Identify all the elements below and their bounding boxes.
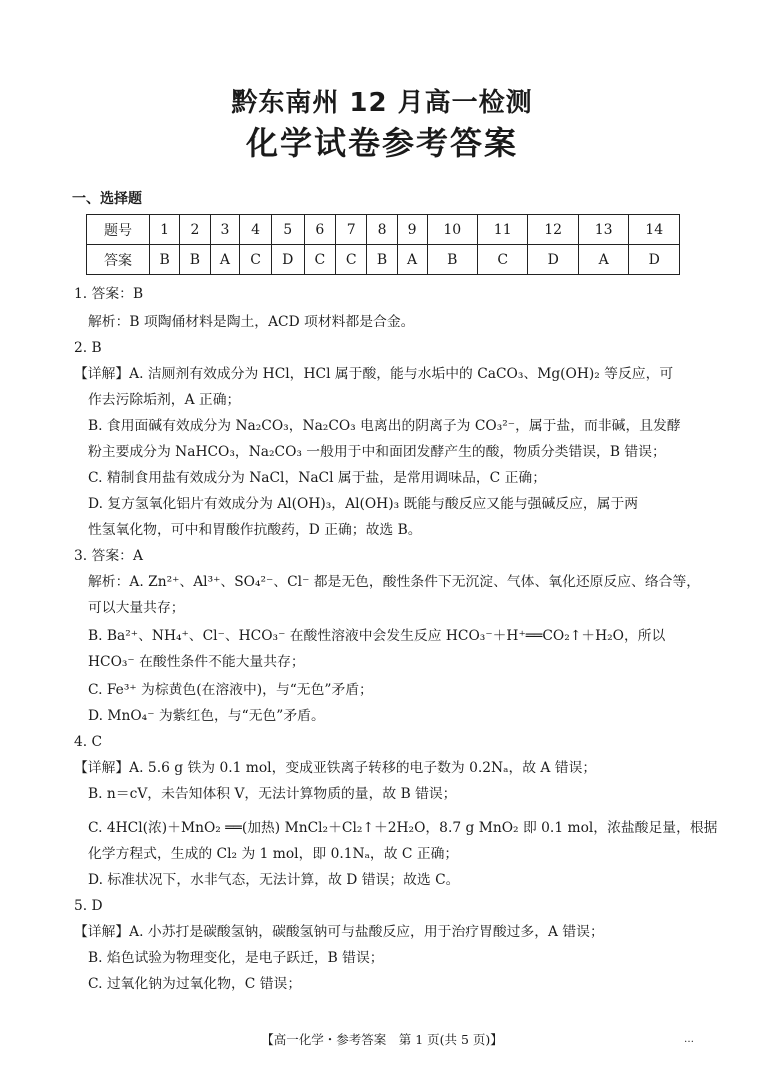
line-9: D. 复方氢氧化铝片有效成分为 Al(OH)₃，Al(OH)₃ 既能与酸反应又能与强碱反应，属于两: [88, 496, 639, 512]
question-number-cell: 12: [528, 215, 578, 245]
line-27: C. 过氧化钠为过氧化物，C 错误；: [88, 976, 302, 992]
question-number-cell: 4: [240, 215, 271, 245]
answer-cell: A: [397, 245, 427, 275]
answer-table: [86, 214, 680, 275]
question-number-cell: 5: [271, 215, 304, 245]
row-label: 题号: [87, 215, 150, 245]
line-20: B. n＝cV，未告知体积 V，无法计算物质的量，故 B 错误；: [88, 786, 457, 802]
row-label: 答案: [87, 245, 150, 275]
answer-cell: B: [150, 245, 180, 275]
line-2: 解析：B 项陶俑材料是陶土，ACD 项材料都是合金。: [88, 314, 415, 330]
answer-cell: C: [240, 245, 271, 275]
line-16: C. Fe³⁺ 为棕黄色(在溶液中)，与“无色”矛盾；: [88, 682, 373, 698]
line-4: 【详解】A. 洁厕剂有效成分为 HCl，HCl 属于酸，能与水垢中的 CaCO₃、Mg(OH)₂ 等反应，可: [74, 366, 674, 382]
question-number-cell: 6: [304, 215, 335, 245]
answer-cell: A: [210, 245, 240, 275]
line-15: HCO₃⁻ 在酸性条件不能大量共存；: [88, 654, 305, 670]
line-11: 3. 答案：A: [74, 548, 143, 564]
line-24: 5. D: [74, 898, 103, 914]
line-3: 2. B: [74, 340, 102, 356]
line-22: 化学方程式，生成的 Cl₂ 为 1 mol，即 0.1Nₐ，故 C 正确；: [88, 846, 459, 862]
answer-cell: D: [629, 245, 680, 275]
line-17: D. MnO₄⁻ 为紫红色，与“无色”矛盾。: [88, 708, 325, 724]
answer-cell: B: [367, 245, 397, 275]
line-7: 粉主要成分为 NaHCO₃，Na₂CO₃ 一般用于中和面团发酵产生的酸，物质分类错误，B 错误；: [88, 444, 666, 460]
answer-cell: A: [578, 245, 628, 275]
line-10: 性氢氧化物，可中和胃酸作抗酸药，D 正确；故选 B。: [88, 522, 422, 538]
question-number-cell: 14: [629, 215, 680, 245]
answer-row: [87, 245, 680, 275]
line-19: 【详解】A. 5.6 g 铁为 0.1 mol，变成亚铁离子转移的电子数为 0.2Nₐ，故 A 错误；: [74, 760, 597, 776]
answer-cell: C: [304, 245, 335, 275]
exam-title: 黔东南州 12 月高一检测: [231, 88, 533, 118]
question-number-cell: 9: [397, 215, 427, 245]
answer-key-title: 化学试卷参考答案: [245, 124, 518, 162]
answer-cell: D: [528, 245, 578, 275]
question-number-row: [87, 215, 680, 245]
section-heading: 一、选择题: [72, 191, 142, 207]
line-13: 可以大量共存；: [88, 600, 185, 616]
corner-mark: …: [684, 1034, 694, 1045]
line-12: 解析：A. Zn²⁺、Al³⁺、SO₄²⁻、Cl⁻ 都是无色，酸性条件下无沉淀、气体、氧化还原反应、络合等，: [88, 574, 701, 590]
line-18: 4. C: [74, 734, 103, 750]
question-number-cell: 2: [180, 215, 210, 245]
question-number-cell: 1: [150, 215, 180, 245]
line-6: B. 食用面碱有效成分为 Na₂CO₃，Na₂CO₃ 电离出的阴离子为 CO₃²⁻，属于盐，而非碱，且发酵: [88, 418, 681, 434]
question-number-cell: 13: [578, 215, 628, 245]
question-number-cell: 3: [210, 215, 240, 245]
answer-cell: C: [336, 245, 367, 275]
line-1: 1. 答案：B: [74, 286, 144, 302]
question-number-cell: 11: [477, 215, 527, 245]
line-14: B. Ba²⁺、NH₄⁺、Cl⁻、HCO₃⁻ 在酸性溶液中会发生反应 HCO₃⁻＋H⁺══CO₂↑＋H₂O，所以: [88, 628, 666, 644]
line-21: C. 4HCl(浓)＋MnO₂ ══(加热) MnCl₂＋Cl₂↑＋2H₂O，8.7 g MnO₂ 即 0.1 mol，浓盐酸足量，根据: [88, 820, 718, 836]
question-number-cell: 8: [367, 215, 397, 245]
line-8: C. 精制食用盐有效成分为 NaCl，NaCl 属于盐，是常用调味品，C 正确；: [88, 470, 547, 486]
line-26: B. 焰色试验为物理变化，是电子跃迁，B 错误；: [88, 950, 384, 966]
answer-cell: C: [477, 245, 527, 275]
answer-cell: B: [427, 245, 477, 275]
question-number-cell: 10: [427, 215, 477, 245]
line-23: D. 标准状况下，水非气态，无法计算，故 D 错误；故选 C。: [88, 872, 460, 888]
answer-cell: D: [271, 245, 304, 275]
line-25: 【详解】A. 小苏打是碳酸氢钠，碳酸氢钠可与盐酸反应，用于治疗胃酸过多，A 错误；: [74, 924, 604, 940]
line-5: 作去污除垢剂，A 正确；: [88, 392, 241, 408]
page-footer: 【高一化学・参考答案 第 1 页(共 5 页)】: [261, 1032, 503, 1047]
question-number-cell: 7: [336, 215, 367, 245]
answer-cell: B: [180, 245, 210, 275]
